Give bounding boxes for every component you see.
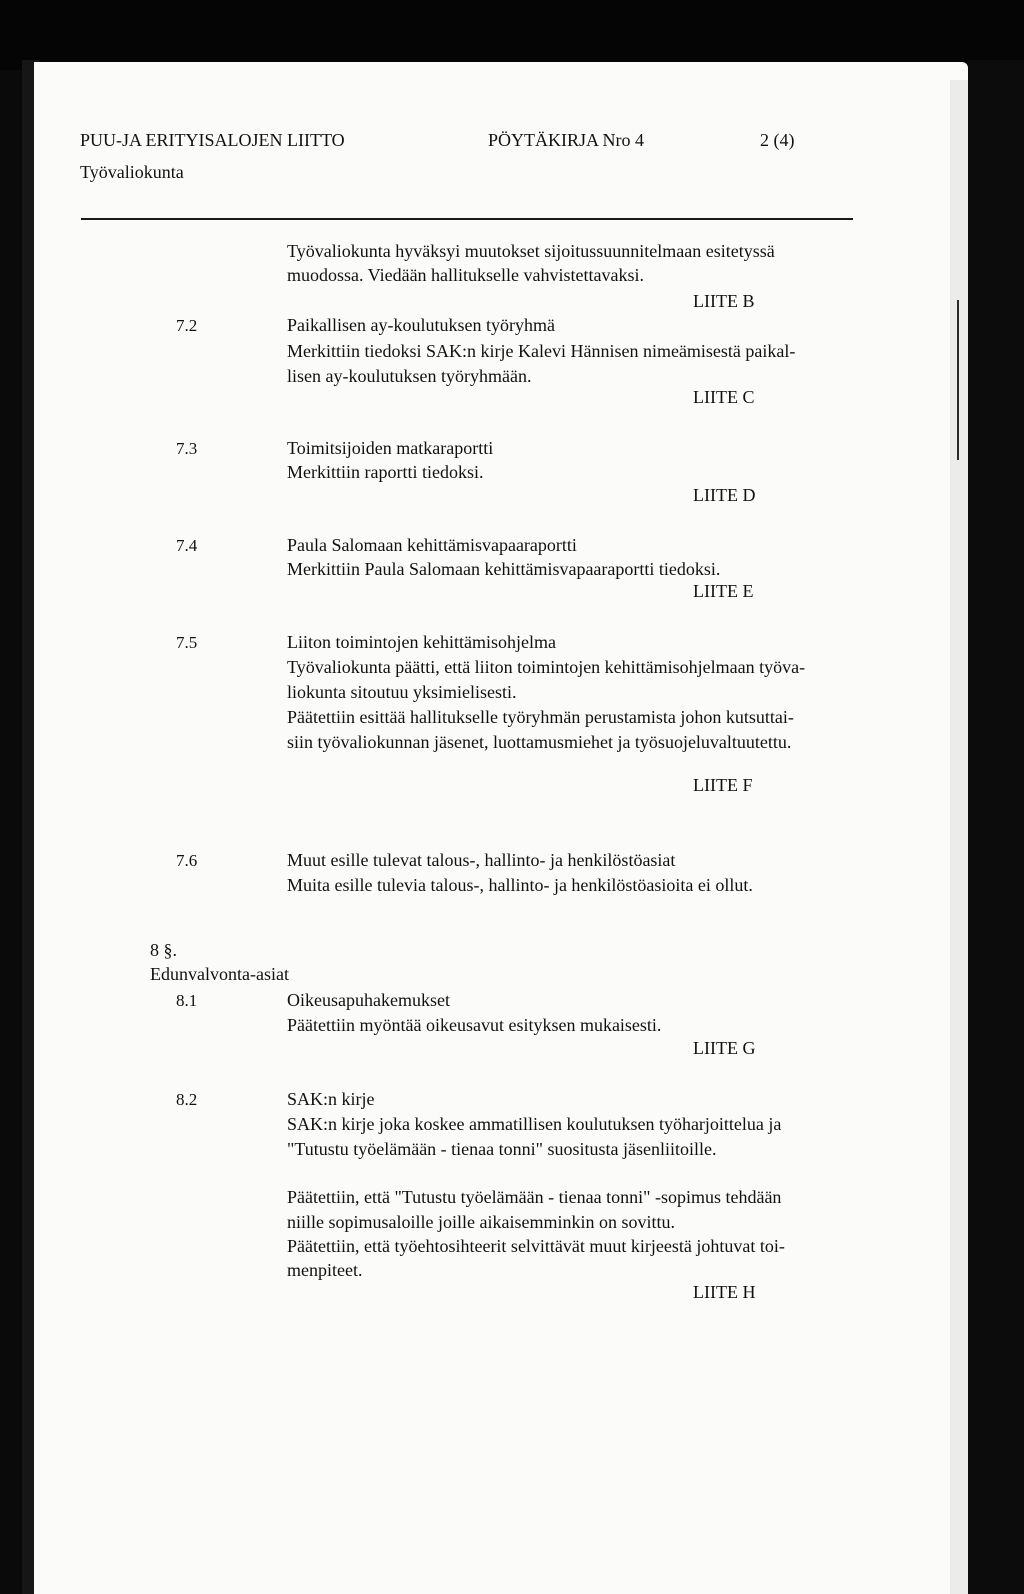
document-page [34, 62, 968, 1594]
org-name: PUU-JA ERITYISALOJEN LIITTO [80, 130, 345, 150]
item-number: 8.2 [176, 1090, 198, 1109]
document-title: PÖYTÄKIRJA Nro 4 [488, 130, 645, 150]
body-line: Päätettiin myöntää oikeusavut esityksen mukaisesti. [287, 1015, 662, 1035]
body-line: siin työvaliokunnan jäsenet, luottamusmiehet ja työsuojeluvaltuutettu. [287, 732, 792, 752]
item-number: 7.5 [176, 633, 198, 652]
item-heading: Toimitsijoiden matkaraportti [287, 438, 494, 458]
item-heading: Liiton toimintojen kehittämisohjelma [287, 632, 556, 652]
body-line: Merkittiin tiedoksi SAK:n kirje Kalevi Hännisen nimeämisestä paikal- [287, 341, 796, 361]
section-heading: 8 §. [150, 940, 177, 960]
page-number: 2 (4) [760, 130, 795, 150]
body-line: SAK:n kirje joka koskee ammatillisen koulutuksen työharjoittelua ja [287, 1114, 782, 1134]
section-title: Edunvalvonta-asiat [150, 964, 289, 984]
body-line: Merkittiin Paula Salomaan kehittämisvapaaraportti tiedoksi. [287, 559, 721, 579]
body-line: Muita esille tulevia talous-, hallinto- ja henkilöstöasioita ei ollut. [287, 875, 753, 895]
liite-ref: LIITE H [693, 1282, 756, 1302]
body-line: Merkittiin raportti tiedoksi. [287, 462, 484, 482]
body-line: Päätettiin, että työehtosihteerit selvittävät muut kirjeestä johtuvat toi- [287, 1236, 785, 1256]
liite-ref: LIITE D [693, 485, 756, 505]
body-line: liokunta sitoutuu yksimielisesti. [287, 682, 517, 702]
item-heading: Paikallisen ay-koulutuksen työryhmä [287, 315, 555, 335]
body-line: Työvaliokunta päätti, että liiton toimintojen kehittämisohjelmaan työva- [287, 657, 806, 677]
body-line: Päätettiin, että "Tutustu työelämään - tienaa tonni" -sopimus tehdään [287, 1187, 782, 1207]
scan-right-line [957, 300, 959, 460]
item-number: 8.1 [176, 991, 198, 1010]
item-heading: SAK:n kirje [287, 1089, 375, 1109]
liite-ref: LIITE C [693, 387, 755, 407]
header-rule [81, 218, 853, 220]
item-heading: Muut esille tulevat talous-, hallinto- ja henkilöstöasiat [287, 850, 676, 870]
item-number: 7.4 [176, 536, 198, 555]
body-line: Päätettiin esittää hallitukselle työryhmän perustamista johon kutsuttai- [287, 707, 794, 727]
liite-ref: LIITE F [693, 775, 753, 795]
scan-right-strip [950, 80, 968, 1594]
item-heading: Paula Salomaan kehittämisvapaaraportti [287, 535, 577, 555]
body-line: niille sopimusaloille joille aikaisemminkin on sovittu. [287, 1212, 675, 1232]
scan-top-border [0, 0, 1024, 70]
item-number: 7.2 [176, 316, 198, 335]
department-name: Työvaliokunta [80, 162, 184, 182]
item-number: 7.3 [176, 439, 198, 458]
item-number: 7.6 [176, 851, 198, 870]
body-line: menpiteet. [287, 1260, 363, 1280]
item-heading: Oikeusapuhakemukset [287, 990, 450, 1010]
body-line: Työvaliokunta hyväksyi muutokset sijoitussuunnitelmaan esitetyssä [287, 241, 775, 261]
body-line: lisen ay-koulutuksen työryhmään. [287, 366, 532, 386]
liite-ref: LIITE E [693, 581, 754, 601]
liite-ref: LIITE G [693, 1038, 756, 1058]
scan-right-border [968, 60, 1024, 1594]
body-line: muodossa. Viedään hallitukselle vahvistettavaksi. [287, 265, 645, 285]
liite-ref: LIITE B [693, 291, 755, 311]
body-line: "Tutustu työelämään - tienaa tonni" suositusta jäsenliitoille. [287, 1139, 717, 1159]
